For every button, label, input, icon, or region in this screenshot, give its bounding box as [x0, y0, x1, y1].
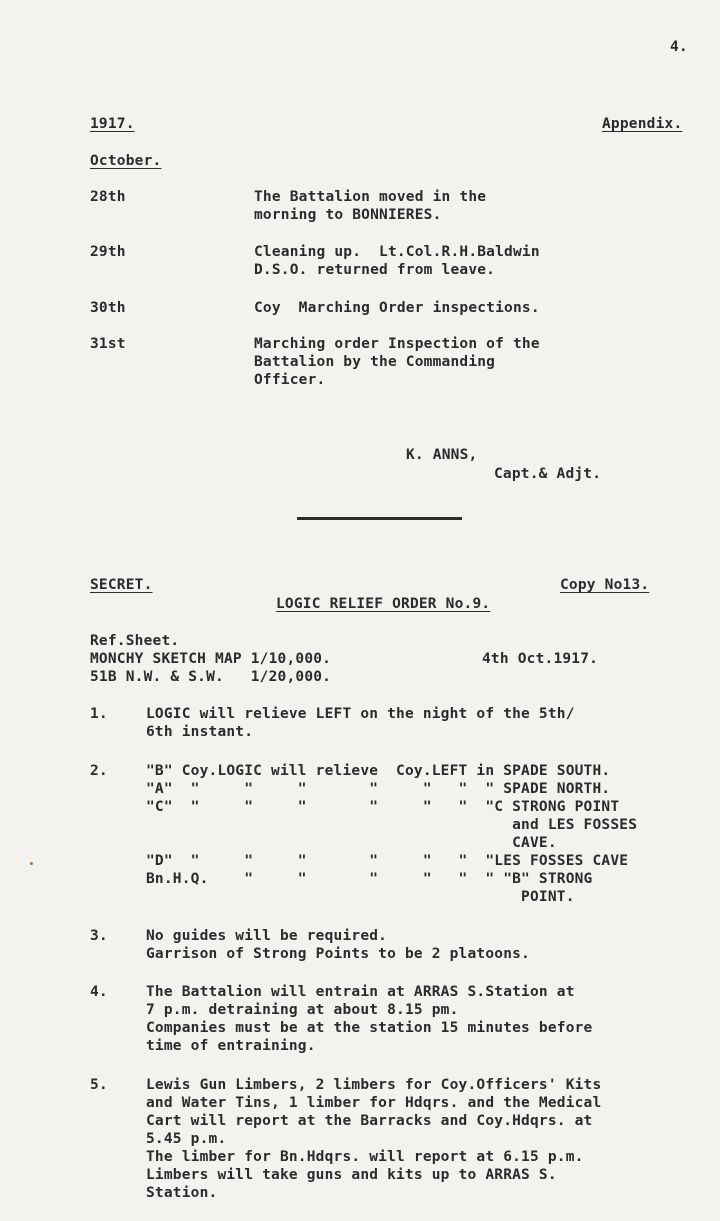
ref-map-1: MONCHY SKETCH MAP 1/10,000. [90, 651, 332, 667]
entry-line: Battalion by the Commanding [254, 354, 496, 370]
item-line: 5.45 p.m. [146, 1131, 227, 1147]
ref-map-2: 51B N.W. & S.W. 1/20,000. [90, 669, 332, 685]
entry-date: 30th [90, 300, 126, 316]
item-number: 5. [90, 1077, 108, 1093]
relief-table-row: CAVE. [146, 835, 557, 851]
item-line: The limber for Bn.Hdqrs. will report at 6.15 p.m. [146, 1149, 584, 1165]
entry-line: Marching order Inspection of the [254, 336, 540, 352]
item-line: 7 p.m. detraining at about 8.15 pm. [146, 1002, 459, 1018]
signature-name: K. ANNS, [406, 447, 478, 463]
relief-table-row: Bn.H.Q. " " " " " " "B" STRONG [146, 871, 593, 887]
relief-table-row: POINT. [146, 889, 575, 905]
order-date: 4th Oct.1917. [482, 651, 599, 667]
year-heading: 1917. [90, 116, 135, 132]
item-line: No guides will be required. [146, 928, 388, 944]
relief-table-row: and LES FOSSES [146, 817, 638, 833]
item-line: The Battalion will entrain at ARRAS S.Station at [146, 984, 575, 1000]
entry-line: morning to BONNIERES. [254, 207, 442, 223]
entry-date: 31st [90, 336, 126, 352]
item-line: Garrison of Strong Points to be 2 platoons. [146, 946, 530, 962]
item-line: 6th instant. [146, 724, 254, 740]
relief-table-row: "D" " " " " " " "LES FOSSES CAVE [146, 853, 629, 869]
entry-line: Officer. [254, 372, 326, 388]
entry-date: 29th [90, 244, 126, 260]
item-line: and Water Tins, 1 limber for Hdqrs. and the Medical [146, 1095, 602, 1111]
item-line: Companies must be at the station 15 minutes before [146, 1020, 593, 1036]
month-heading: October. [90, 153, 162, 169]
entry-line: The Battalion moved in the [254, 189, 487, 205]
entry-date: 28th [90, 189, 126, 205]
entry-line: D.S.O. returned from leave. [254, 262, 496, 278]
relief-table-row: "C" " " " " " " "C STRONG POINT [146, 799, 620, 815]
order-title: LOGIC RELIEF ORDER No.9. [276, 596, 491, 612]
page-number: 4. [670, 39, 688, 55]
item-line: Station. [146, 1185, 218, 1201]
item-line: LOGIC will relieve LEFT on the night of the 5th/ [146, 706, 575, 722]
copy-number: Copy No13. [560, 577, 650, 593]
item-line: Cart will report at the Barracks and Coy.Hdqrs. at [146, 1113, 593, 1129]
section-divider [297, 517, 462, 520]
item-number: 3. [90, 928, 108, 944]
item-number: 1. [90, 706, 108, 722]
relief-table-row: "A" " " " " " " " SPADE NORTH. [146, 781, 611, 797]
ink-mark [30, 862, 33, 865]
entry-line: Coy Marching Order inspections. [254, 300, 540, 316]
entry-line: Cleaning up. Lt.Col.R.H.Baldwin [254, 244, 540, 260]
item-number: 2. [90, 763, 108, 779]
signature-title: Capt.& Adjt. [494, 466, 602, 482]
item-line: time of entraining. [146, 1038, 316, 1054]
item-number: 4. [90, 984, 108, 1000]
ref-sheet-label: Ref.Sheet. [90, 633, 180, 649]
item-line: Lewis Gun Limbers, 2 limbers for Coy.Officers' Kits [146, 1077, 602, 1093]
item-line: Limbers will take guns and kits up to ARRAS S. [146, 1167, 557, 1183]
secret-label: SECRET. [90, 577, 153, 593]
appendix-heading: Appendix. [602, 116, 683, 132]
relief-table-row: "B" Coy.LOGIC will relieve Coy.LEFT in SPADE SOUTH. [146, 763, 611, 779]
